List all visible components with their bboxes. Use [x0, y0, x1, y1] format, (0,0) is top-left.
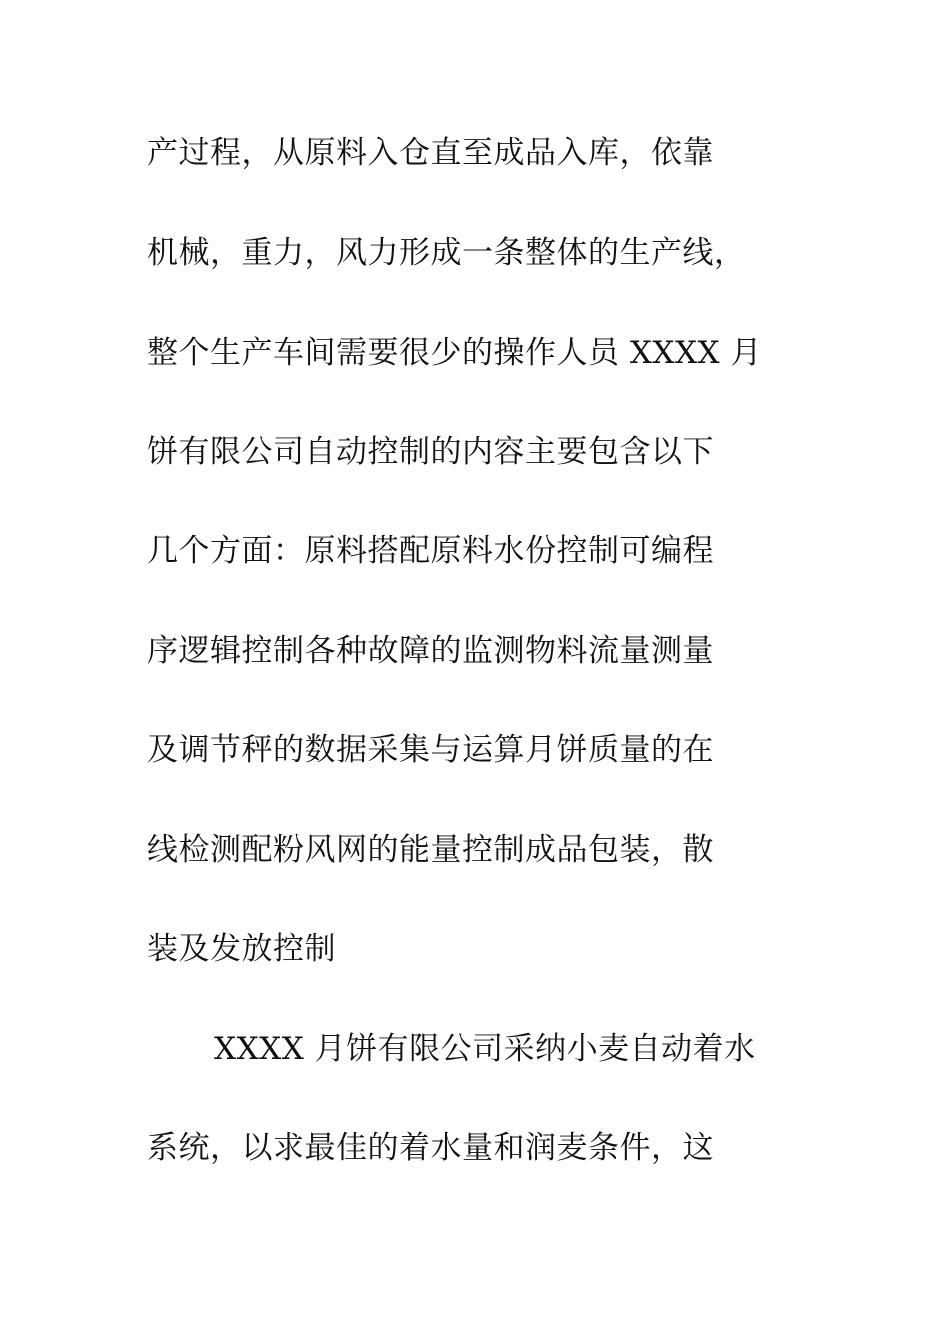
text-line: 系统，以求最佳的着水量和润麦条件，这 — [147, 1130, 714, 1166]
text-line: 饼有限公司自动控制的内容主要包含以下 — [147, 434, 714, 470]
text-line: 机械，重力，风力形成一条整体的生产线， — [147, 235, 746, 271]
text-line: 整个生产车间需要很少的操作人员 XXXX 月 — [147, 335, 762, 371]
text-line: 序逻辑控制各种故障的监测物料流量测量 — [147, 633, 714, 669]
text-line: 及调节秤的数据采集与运算月饼质量的在 — [147, 732, 714, 768]
text-line: 线检测配粉风网的能量控制成品包装，散 — [147, 832, 714, 868]
text-line: 产过程，从原料入仓直至成品入库，依靠 — [147, 135, 714, 171]
text-line: 装及发放控制 — [147, 931, 336, 967]
paragraph-first-line: XXXX 月饼有限公司采纳小麦自动着水 — [214, 1031, 756, 1067]
text-line: 几个方面：原料搭配原料水份控制可编程 — [147, 533, 714, 569]
